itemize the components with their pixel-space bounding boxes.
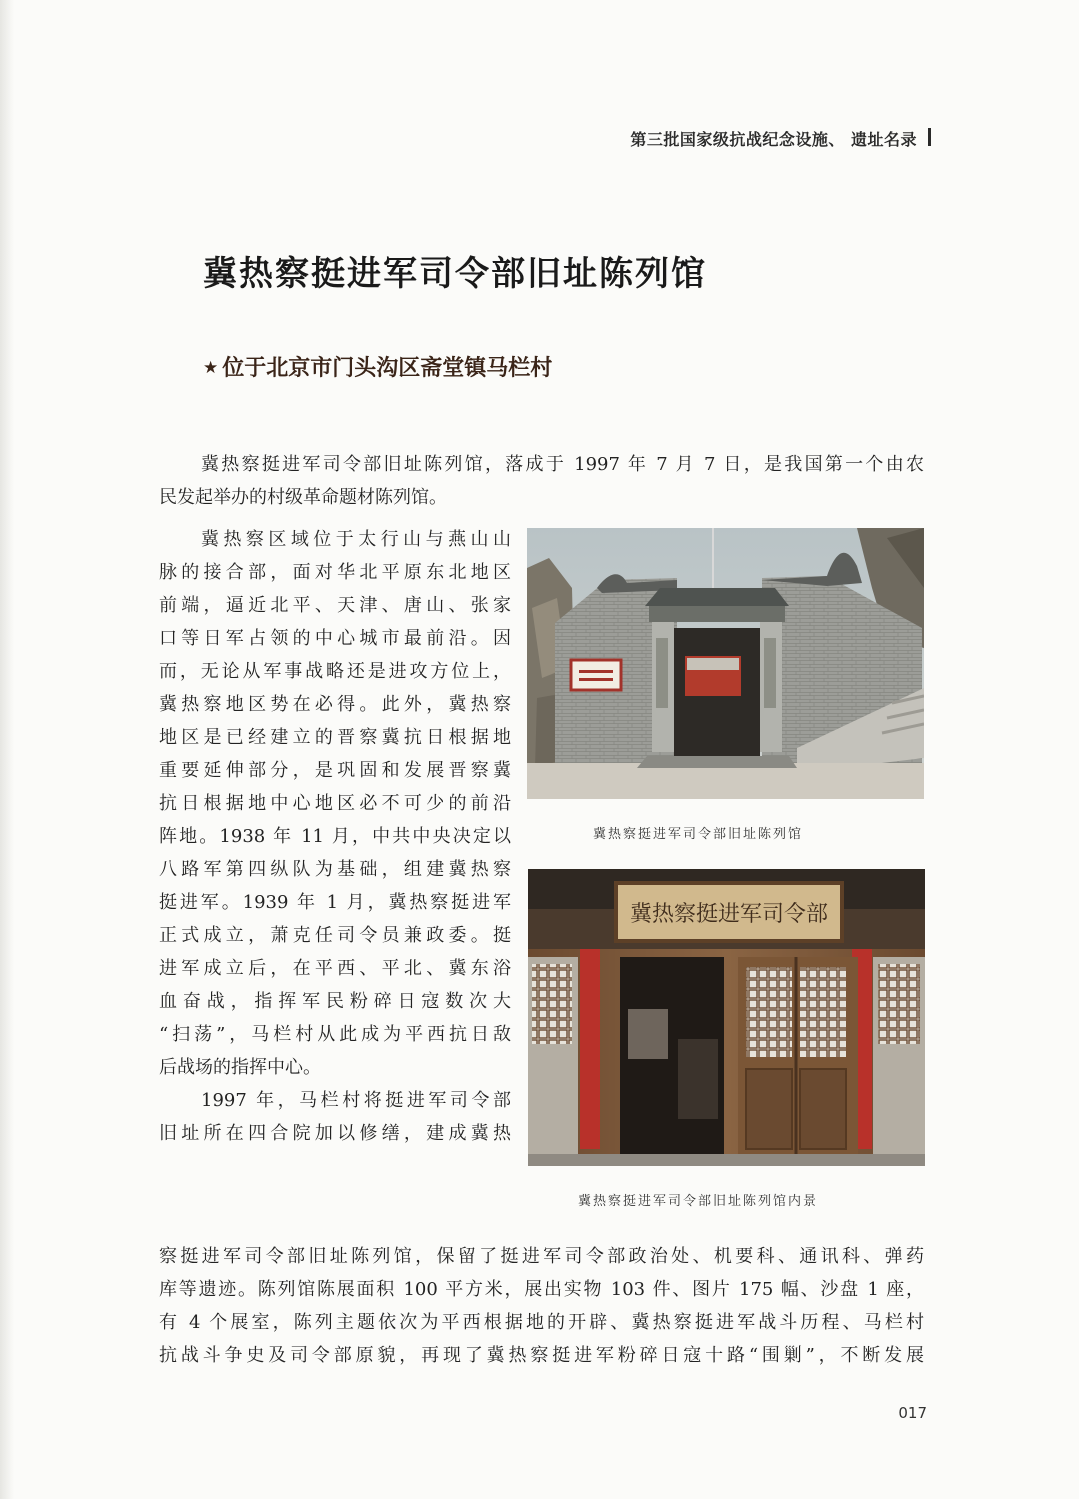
text-line: 冀热察挺进军司令部旧址陈列馆，落成于 1997 年 7 月 7 日，是我国第一个由农 [201, 454, 924, 475]
running-header-text: 第三批国家级抗战纪念设施、 遗址名录 [630, 130, 917, 149]
article-title: 冀热察挺进军司令部旧址陈列馆 [203, 254, 707, 294]
running-header [630, 127, 917, 150]
text-line: 抗日根据地中心地区必不可少的前沿 [159, 793, 511, 814]
text-line: 冀热察区域位于太行山与燕山山 [201, 529, 511, 550]
text-line: 后战场的指挥中心。 [159, 1057, 321, 1078]
intro-paragraph [159, 448, 924, 514]
text-line: 冀热察地区势在必得。此外，冀热察 [159, 694, 511, 715]
text-line: 1997 年，马栏村将挺进军司令部 [201, 1090, 511, 1111]
text-line: “扫荡”，马栏村从此成为平西抗日敌 [159, 1024, 511, 1045]
location-text: 位于北京市门头沟区斋堂镇马栏村 [222, 356, 553, 381]
text-line: 地区是已经建立的晋察冀抗日根据地 [159, 727, 511, 748]
photo-museum-exterior [527, 528, 924, 799]
text-line: 进军成立后，在平西、平北、冀东浴 [159, 958, 511, 979]
star-icon: ★ [203, 358, 219, 378]
museum-interior-illustration [528, 869, 925, 1166]
header-bar-mark [928, 128, 931, 146]
page-gutter-shadow [0, 0, 14, 1499]
text-line: 抗战斗争史及司令部原貌，再现了冀热察挺进军粉碎日寇十路“围剿”，不断发展 [159, 1345, 924, 1366]
text-line: 察挺进军司令部旧址陈列馆，保留了挺进军司令部政治处、机要科、通讯科、弹药 [159, 1246, 924, 1267]
text-line: 民发起举办的村级革命题材陈列馆。 [159, 487, 447, 508]
column-text [159, 523, 511, 1150]
closing-paragraph [159, 1240, 924, 1372]
text-line: 挺进军。1939 年 1 月，冀热察挺进军 [159, 892, 511, 913]
museum-exterior-illustration [527, 528, 924, 799]
text-line: 脉的接合部，面对华北平原东北地区 [159, 562, 511, 583]
text-line: 正式成立，萧克任司令员兼政委。挺 [159, 925, 511, 946]
text-line: 口等日军占领的中心城市最前沿。因 [159, 628, 511, 649]
text-line: 八路军第四纵队为基础，组建冀热察 [159, 859, 511, 880]
text-line: 库等遗迹。陈列馆陈展面积 100 平方米，展出实物 103 件、图片 175 幅、沙盘 1 座， [159, 1279, 924, 1300]
text-line: 前端，逼近北平、天津、唐山、张家 [159, 595, 511, 616]
text-line: 而，无论从军事战略还是进攻方位上， [159, 661, 511, 682]
page-number: 017 [898, 1404, 927, 1422]
photo-caption: 冀热察挺进军司令部旧址陈列馆内景 [578, 1194, 819, 1209]
photo-museum-interior [528, 869, 925, 1166]
location-line [203, 351, 552, 382]
text-line: 有 4 个展室，陈列主题依次为平西根据地的开辟、冀热察挺进军战斗历程、马栏村 [159, 1312, 924, 1333]
text-line: 旧址所在四合院加以修缮，建成冀热 [159, 1123, 511, 1144]
text-line: 阵地。1938 年 11 月，中共中央决定以 [159, 826, 511, 847]
photo-caption: 冀热察挺进军司令部旧址陈列馆 [593, 827, 804, 842]
svg-text:冀热察挺进军司令部: 冀热察挺进军司令部 [629, 902, 829, 927]
text-line: 血奋战，指挥军民粉碎日寇数次大 [159, 991, 511, 1012]
text-line: 重要延伸部分，是巩固和发展晋察冀 [159, 760, 511, 781]
